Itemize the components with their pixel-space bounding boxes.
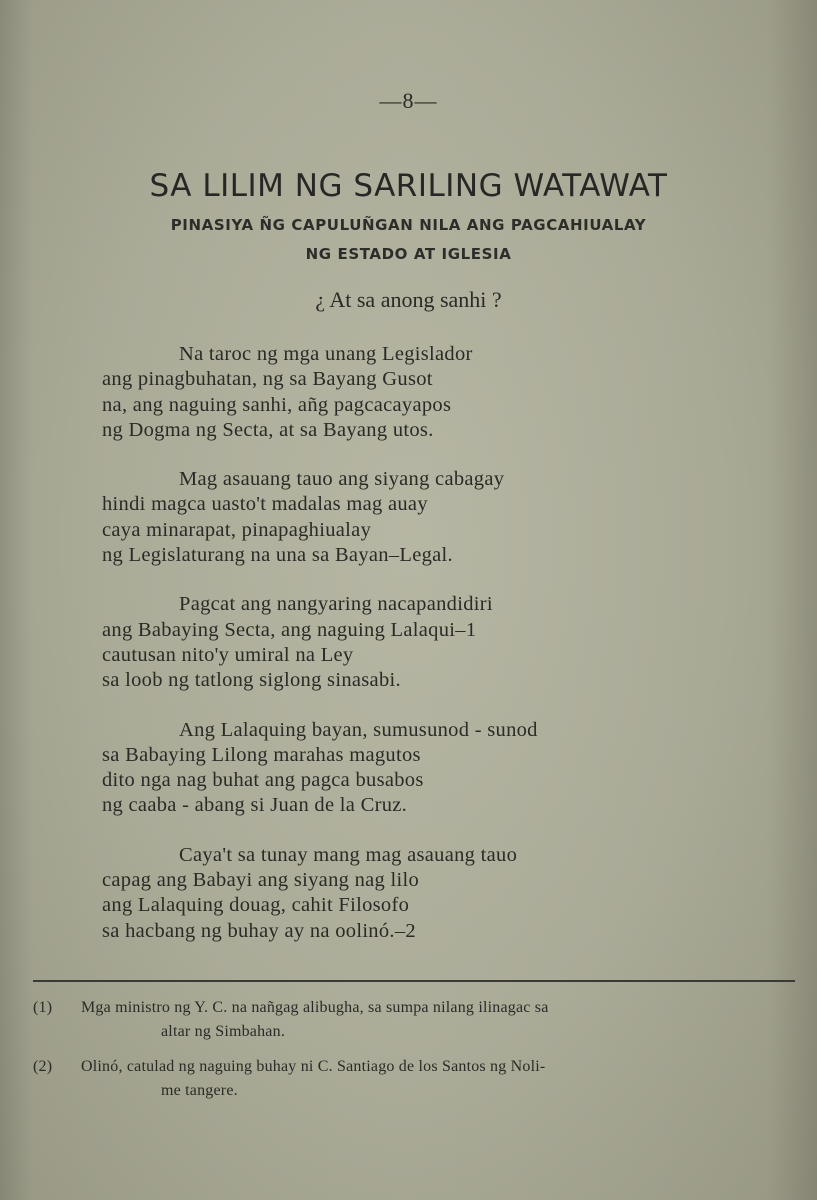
footnote-text <box>33 996 803 1044</box>
poem <box>102 342 782 968</box>
stanza-5 <box>102 843 782 944</box>
page-number: —8— <box>379 88 438 113</box>
footnote-line: me tangere. <box>161 1082 238 1099</box>
poem-line: ang Babaying Secta, ang naguing Lalaqui–1 <box>102 618 477 641</box>
poem-line: ang pinagbuhatan, ng sa Bayang Gusot <box>102 368 433 391</box>
stanza-3 <box>102 592 782 693</box>
poem-line: sa hacbang ng buhay ay na oolinó.–2 <box>102 919 416 942</box>
poem-line: dito nga nag buhat ang pagca busabos <box>102 769 424 792</box>
poem-line: cautusan nito'y umiral na Ley <box>102 643 354 666</box>
stanza-1 <box>102 342 782 443</box>
poem-line: na, ang naguing sanhi, añg pagcacayapos <box>102 393 452 416</box>
subtitle-line-2: NG ESTADO AT IGLESIA <box>305 245 512 263</box>
poem-line: ng caaba - abang si Juan de la Cruz. <box>102 794 408 817</box>
poem-line: ang Lalaquing douag, cahit Filosofo <box>102 894 410 917</box>
poem-line: Caya't sa tunay mang mag asauang tauo <box>179 843 518 866</box>
stanza-4 <box>102 718 782 819</box>
footnote-text <box>33 1055 803 1103</box>
poem-line: Mag asauang tauo ang siyang cabagay <box>179 468 505 491</box>
footnote-line: Olinó, catulad ng naguing buhay ni C. Santiago de los Santos ng Noli- <box>81 1058 546 1075</box>
footnote-divider <box>33 980 795 982</box>
footnote-mark: (2) <box>33 1058 53 1075</box>
footnote-line: altar ng Simbahan. <box>161 1023 286 1040</box>
poem-line: Ang Lalaquing bayan, sumusunod - sunod <box>179 718 538 741</box>
poem-line: ng Legislaturang na una sa Bayan–Legal. <box>102 544 453 567</box>
poem-line: capag ang Babayi ang siyang nag lilo <box>102 869 420 892</box>
poem-line: Na taroc ng mga unang Legislador <box>179 343 473 365</box>
poem-line: caya minarapat, pinapaghiualay <box>102 518 372 541</box>
footnote-2 <box>33 1055 803 1103</box>
subtitle-line-1: PINASIYA ÑG CAPULUÑGAN NILA ANG PAGCAHIUALAY <box>170 216 647 234</box>
stanza-2 <box>102 467 782 568</box>
question-heading: ¿ At sa anong sanhi ? <box>315 287 502 312</box>
footnote-mark: (1) <box>33 999 53 1016</box>
poem-line: sa Babaying Lilong marahas magutos <box>102 743 421 766</box>
poem-line: hindi magca uasto't madalas mag auay <box>102 493 428 516</box>
poem-line: ng Dogma ng Secta, at sa Bayang utos. <box>102 418 434 441</box>
poem-line: sa loob ng tatlong siglong sinasabi. <box>102 669 401 692</box>
footnote-1 <box>33 996 803 1044</box>
page-title: SA LILIM NG SARILING WATAWAT <box>149 168 668 204</box>
poem-line: Pagcat ang nangyaring nacapandidiri <box>179 593 493 616</box>
footnote-line: Mga ministro ng Y. C. na nañgag alibugha, sa sumpa nilang ilinagac sa <box>81 999 549 1016</box>
